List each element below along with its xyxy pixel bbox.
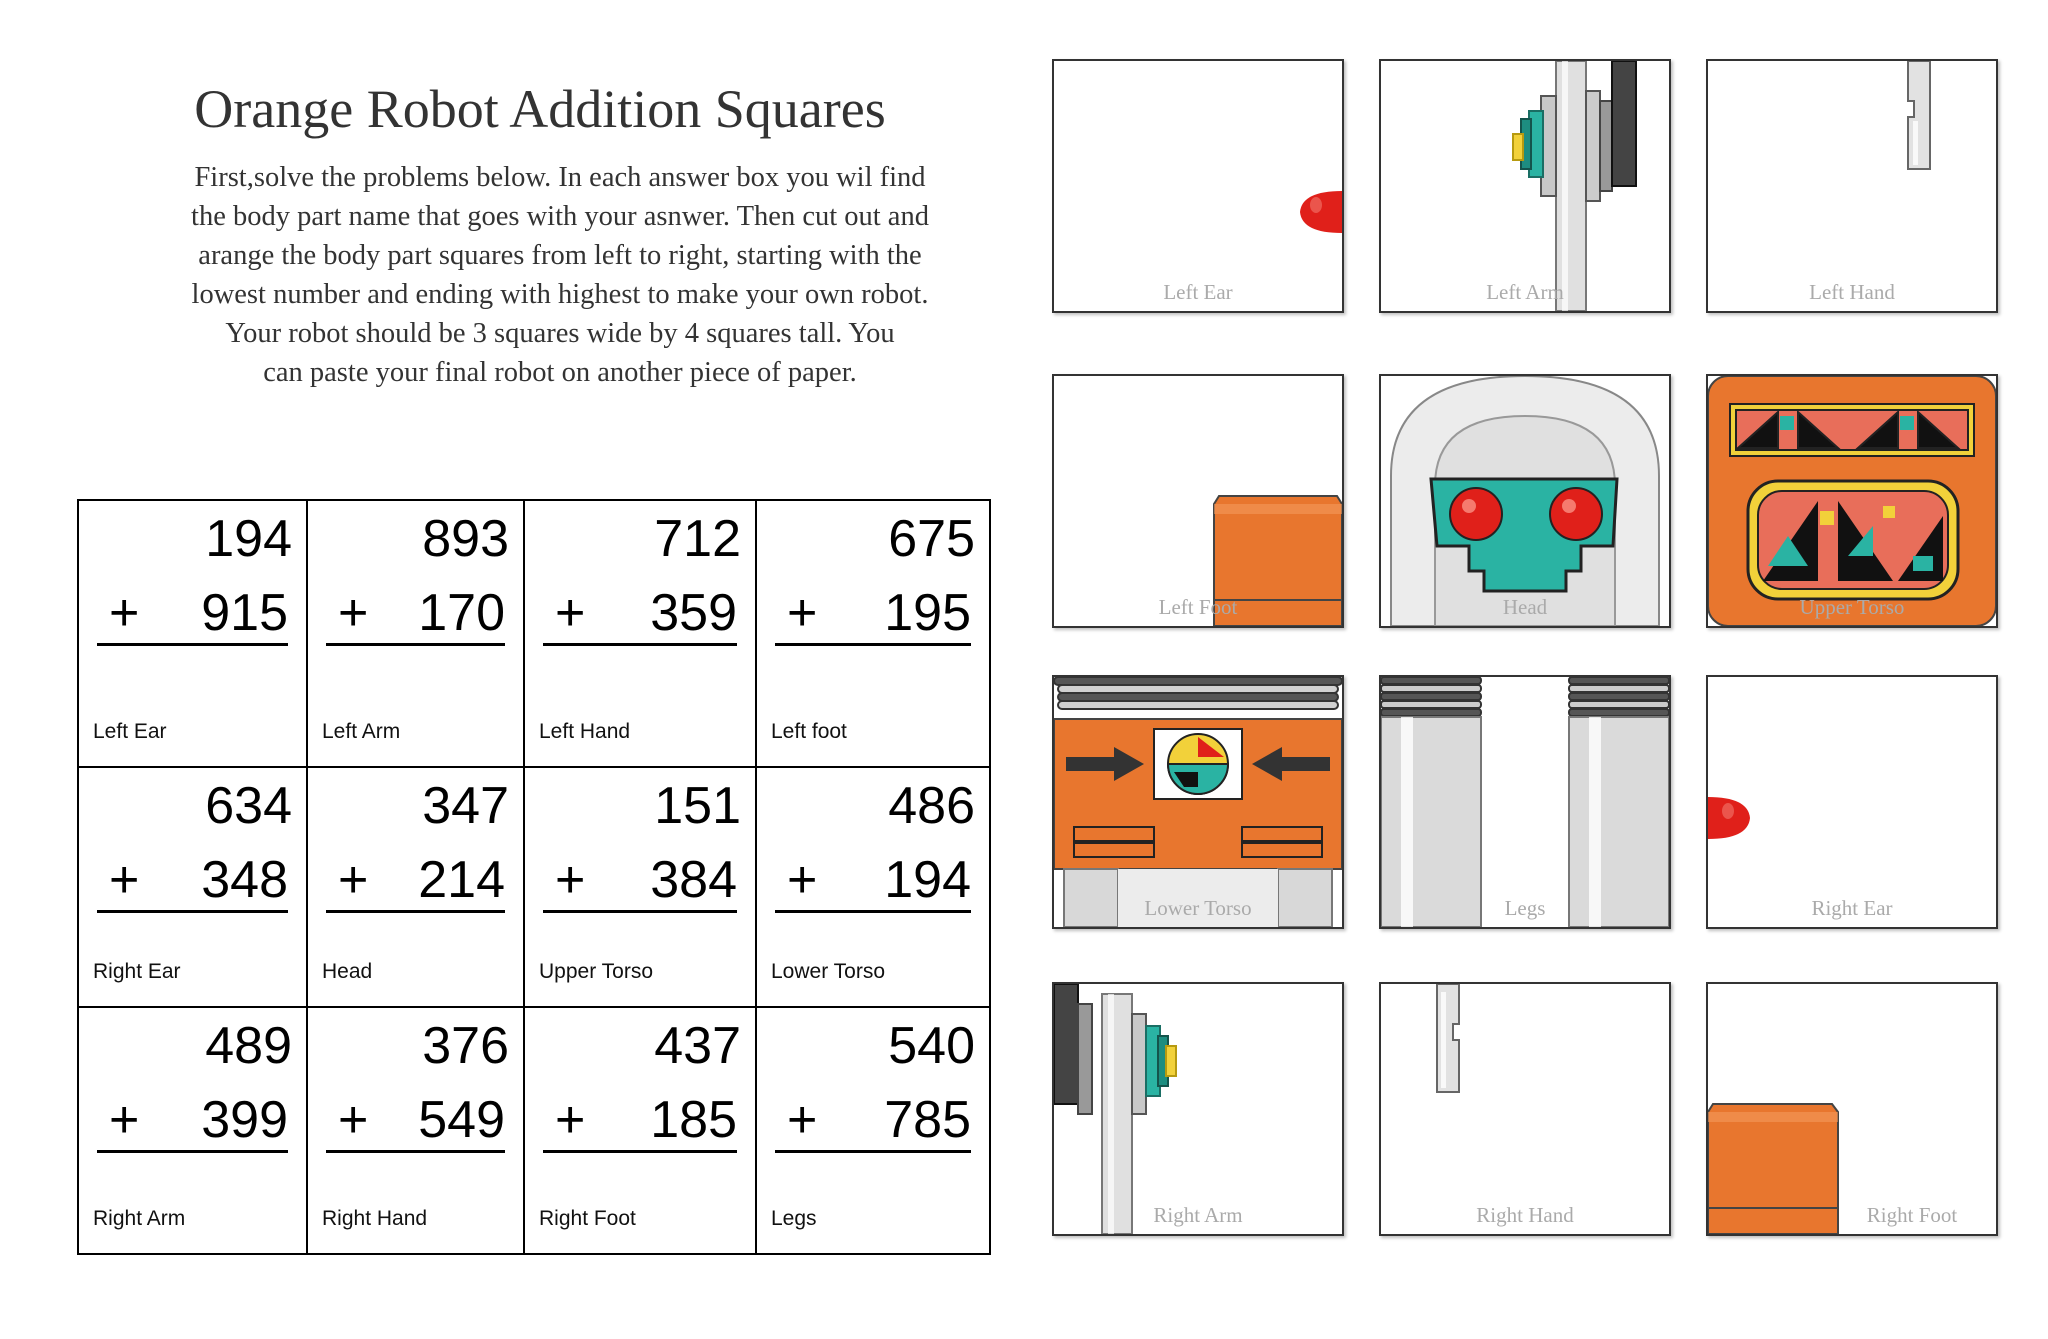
plus-sign: + xyxy=(109,1091,140,1149)
problem-bottom-row xyxy=(775,850,971,913)
problem-cell xyxy=(524,500,756,767)
piece-label: Left Foot xyxy=(1158,595,1238,619)
plus-sign: + xyxy=(555,584,586,642)
problem-bottom-number: 384 xyxy=(650,851,737,909)
problem-bottom-row xyxy=(97,583,288,646)
instruction-line: lowest number and ending with highest to make your own robot. xyxy=(191,279,929,310)
plus-sign: + xyxy=(109,851,140,909)
piece-card-right-arm xyxy=(1052,982,1344,1236)
problem-top-number: 489 xyxy=(205,1017,292,1075)
instruction-line: can paste your final robot on another piece of paper. xyxy=(263,357,857,388)
problem-top-number: 675 xyxy=(888,510,975,568)
piece-card-left-ear xyxy=(1052,59,1344,313)
problem-bottom-row xyxy=(543,1090,737,1153)
piece-card-left-arm xyxy=(1379,59,1671,313)
plus-sign: + xyxy=(338,851,369,909)
problem-cell xyxy=(756,767,990,1007)
instruction-line: arange the body part squares from left to right, starting with the xyxy=(198,240,922,271)
problem-label: Left Ear xyxy=(93,720,167,743)
problem-bottom-number: 549 xyxy=(418,1091,505,1149)
problem-bottom-row xyxy=(775,583,971,646)
problems-grid xyxy=(77,499,991,1255)
piece-card-head xyxy=(1379,374,1671,628)
problem-cell xyxy=(756,1007,990,1254)
problem-cell xyxy=(756,500,990,767)
problem-top-number: 893 xyxy=(422,510,509,568)
problem-top-number: 194 xyxy=(205,510,292,568)
piece-label: Right Foot xyxy=(1866,1203,1958,1227)
worksheet-title: Orange Robot Addition Squares xyxy=(194,79,886,139)
problem-cell xyxy=(78,500,307,767)
piece-card-left-foot xyxy=(1052,374,1344,628)
problem-bottom-number: 194 xyxy=(884,851,971,909)
legs-icon xyxy=(1381,677,1669,927)
piece-label: Left Hand xyxy=(1809,280,1895,304)
head-icon xyxy=(1381,376,1669,626)
plus-sign: + xyxy=(555,1091,586,1149)
piece-label: Lower Torso xyxy=(1144,896,1252,920)
problem-label: Left foot xyxy=(771,720,847,743)
problem-top-number: 486 xyxy=(888,777,975,835)
problem-label: Right Foot xyxy=(539,1207,636,1230)
problem-top-number: 540 xyxy=(888,1017,975,1075)
problem-cell xyxy=(524,1007,756,1254)
problem-label: Legs xyxy=(771,1207,817,1230)
problem-top-number: 151 xyxy=(654,777,741,835)
piece-label: Left Arm xyxy=(1486,280,1564,304)
piece-label: Head xyxy=(1502,595,1548,619)
lower-torso-icon xyxy=(1054,677,1342,927)
problem-label: Right Hand xyxy=(322,1207,428,1230)
problem-bottom-row xyxy=(97,1090,288,1153)
piece-label: Left Ear xyxy=(1163,280,1233,304)
problem-cell xyxy=(307,500,524,767)
problem-bottom-number: 399 xyxy=(201,1091,288,1149)
left-hand-icon xyxy=(1708,61,1996,311)
problem-top-number: 347 xyxy=(422,777,509,835)
problem-bottom-row xyxy=(326,1090,505,1153)
problem-label: Right Arm xyxy=(93,1207,186,1230)
problem-label: Lower Torso xyxy=(771,960,886,983)
problem-top-number: 712 xyxy=(654,510,741,568)
problem-top-number: 376 xyxy=(422,1017,509,1075)
problem-label: Upper Torso xyxy=(539,960,654,983)
problem-bottom-row xyxy=(326,583,505,646)
left-arm-icon xyxy=(1381,61,1669,311)
plus-sign: + xyxy=(109,584,140,642)
problem-label: Left Hand xyxy=(539,720,631,743)
piece-card-lower-torso xyxy=(1052,675,1344,929)
problem-bottom-number: 185 xyxy=(650,1091,737,1149)
piece-label: Right Hand xyxy=(1476,1203,1574,1227)
right-foot-icon xyxy=(1708,984,1996,1234)
problem-bottom-number: 214 xyxy=(418,851,505,909)
plus-sign: + xyxy=(787,851,818,909)
piece-label: Upper Torso xyxy=(1799,595,1905,619)
problem-bottom-number: 785 xyxy=(884,1091,971,1149)
problem-bottom-row xyxy=(97,850,288,913)
piece-card-right-hand xyxy=(1379,982,1671,1236)
problem-top-number: 634 xyxy=(205,777,292,835)
problem-cell xyxy=(307,767,524,1007)
problem-bottom-row xyxy=(775,1090,971,1153)
problem-bottom-number: 195 xyxy=(884,584,971,642)
plus-sign: + xyxy=(555,851,586,909)
problem-label: Left Arm xyxy=(322,720,401,743)
right-hand-icon xyxy=(1381,984,1669,1234)
instructions xyxy=(100,158,1020,392)
instruction-line: Your robot should be 3 squares wide by 4 squares tall. You xyxy=(225,318,895,349)
problem-cell xyxy=(78,767,307,1007)
problem-bottom-row xyxy=(543,850,737,913)
problem-bottom-row xyxy=(543,583,737,646)
piece-card-upper-torso xyxy=(1706,374,1998,628)
instruction-line: First,solve the problems below. In each answer box you wil find xyxy=(194,162,926,193)
problem-bottom-number: 359 xyxy=(650,584,737,642)
piece-label: Right Ear xyxy=(1811,896,1893,920)
left-ear-icon xyxy=(1054,61,1342,311)
right-arm-icon xyxy=(1054,984,1342,1234)
piece-card-left-hand xyxy=(1706,59,1998,313)
right-ear-icon xyxy=(1708,677,1996,927)
plus-sign: + xyxy=(338,1091,369,1149)
plus-sign: + xyxy=(787,584,818,642)
left-foot-icon xyxy=(1054,376,1342,626)
problem-cell xyxy=(307,1007,524,1254)
piece-card-right-ear xyxy=(1706,675,1998,929)
problem-bottom-number: 915 xyxy=(201,584,288,642)
plus-sign: + xyxy=(338,584,369,642)
problem-cell xyxy=(78,1007,307,1254)
plus-sign: + xyxy=(787,1091,818,1149)
instruction-line: the body part name that goes with your asnwer. Then cut out and xyxy=(191,201,929,232)
problem-top-number: 437 xyxy=(654,1017,741,1075)
piece-label: Right Arm xyxy=(1153,1203,1243,1227)
problem-label: Head xyxy=(322,960,373,983)
piece-label: Legs xyxy=(1504,896,1546,920)
problem-label: Right Ear xyxy=(93,960,181,983)
problem-bottom-number: 170 xyxy=(418,584,505,642)
piece-card-right-foot xyxy=(1706,982,1998,1236)
problem-cell xyxy=(524,767,756,1007)
problem-bottom-row xyxy=(326,850,505,913)
upper-torso-icon xyxy=(1708,376,1996,626)
problem-bottom-number: 348 xyxy=(201,851,288,909)
piece-card-legs xyxy=(1379,675,1671,929)
